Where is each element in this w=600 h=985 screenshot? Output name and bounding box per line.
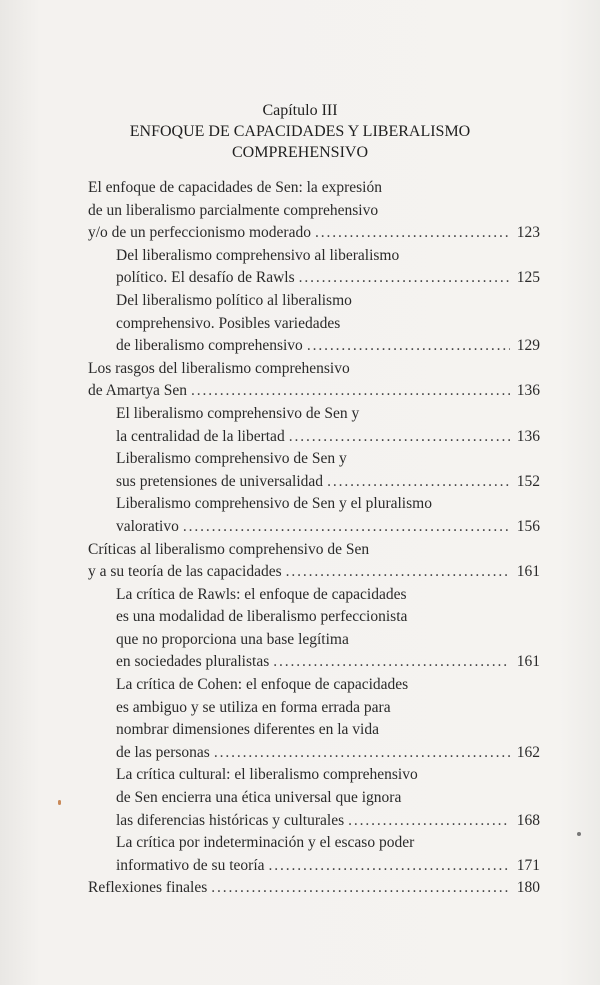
chapter-title-continued: COMPREHENSIVO [231, 144, 368, 161]
toc-entry-line: nombrar dimensiones diferentes en la vida [116, 721, 379, 739]
toc-section-entry[interactable] [88, 358, 540, 403]
toc-entry-line: las diferencias históricas y culturales [116, 811, 345, 829]
toc-entry-line: Los rasgos del liberalismo comprehensivo [88, 359, 350, 377]
chapter-title: ENFOQUE DE CAPACIDADES Y LIBERALISMO [129, 123, 471, 140]
dot-leader [214, 742, 510, 765]
toc-entry-line: es ambiguo y se utiliza en forma errada para [116, 698, 391, 716]
toc-subsection-entry[interactable] [88, 290, 540, 358]
paper-speck [577, 832, 581, 836]
page-number: 161 [516, 653, 540, 671]
page-number: 171 [516, 856, 540, 874]
toc-subsection-entry[interactable] [88, 764, 540, 832]
table-of-contents [88, 177, 540, 900]
dot-leader [289, 426, 510, 449]
toc-entry-line: Del liberalismo comprehensivo al liberalismo [116, 246, 400, 264]
toc-entry-line: Liberalismo comprehensivo de Sen y [116, 450, 347, 468]
toc-section-entry[interactable] [88, 877, 540, 900]
toc-entry-line: que no proporciona una base legítima [116, 630, 349, 648]
toc-entry-line: Del liberalismo político al liberalismo [116, 291, 352, 309]
page-number: 161 [516, 563, 540, 581]
dot-leader [191, 380, 510, 403]
page-number: 125 [516, 269, 540, 287]
toc-entry-line: comprehensivo. Posibles variedades [116, 314, 341, 332]
toc-subsection-entry[interactable] [88, 403, 540, 448]
toc-entry-line: sus pretensiones de universalidad [116, 472, 324, 490]
page-number: 168 [516, 811, 540, 829]
toc-entry-line: de las personas [116, 743, 210, 761]
page-number: 156 [516, 517, 540, 535]
dot-leader [211, 877, 510, 900]
toc-subsection-entry[interactable] [88, 832, 540, 877]
paper-speck [58, 800, 61, 805]
toc-subsection-entry[interactable] [88, 584, 540, 674]
toc-entry-line: es una modalidad de liberalismo perfeccionista [116, 608, 408, 626]
dot-leader [307, 335, 510, 358]
dot-leader [273, 651, 510, 674]
toc-entry-line: y a su teoría de las capacidades [88, 563, 282, 581]
toc-entry-line: La crítica de Rawls: el enfoque de capacidades [116, 585, 407, 603]
toc-section-entry[interactable] [88, 539, 540, 584]
page-number: 180 [516, 879, 540, 897]
toc-entry-line: El enfoque de capacidades de Sen: la expresión [88, 179, 382, 196]
toc-subsection-entry[interactable] [88, 245, 540, 290]
toc-entry-line: de Amartya Sen [88, 382, 188, 400]
toc-entry-line: La crítica de Cohen: el enfoque de capacidades [116, 676, 409, 694]
page-number: 152 [516, 472, 540, 490]
toc-entry-line: La crítica cultural: el liberalismo comprehensivo [116, 766, 418, 784]
dot-leader [299, 267, 510, 290]
toc-entry-line: político. El desafío de Rawls [116, 269, 295, 287]
toc-entry-line: valorativo [116, 517, 179, 535]
toc-entry-line: Reflexiones finales [88, 879, 208, 897]
toc-entry-line: de un liberalismo parcialmente comprehensivo [88, 201, 379, 219]
toc-entry-line: en sociedades pluralistas [116, 653, 270, 671]
toc-entry-line: La crítica por indeterminación y el escaso poder [116, 834, 415, 852]
page-number: 123 [516, 224, 540, 242]
toc-entry-line: Críticas al liberalismo comprehensivo de Sen [88, 540, 370, 558]
dot-leader [269, 855, 511, 878]
dot-leader [183, 516, 510, 539]
dot-leader [327, 471, 510, 494]
dot-leader [286, 561, 510, 584]
chapter-label: Capítulo III [262, 102, 338, 119]
page-number: 136 [516, 427, 540, 445]
page-number: 129 [516, 337, 540, 355]
dot-leader [348, 810, 510, 833]
toc-subsection-entry[interactable] [88, 448, 540, 493]
toc-entry-line: de liberalismo comprehensivo [116, 337, 303, 355]
dot-leader [315, 222, 510, 245]
toc-entry-line: Liberalismo comprehensivo de Sen y el pluralismo [116, 495, 432, 513]
page-number: 136 [516, 382, 540, 400]
toc-entry-line: la centralidad de la libertad [116, 427, 285, 445]
toc-entry-line: El liberalismo comprehensivo de Sen y [116, 404, 360, 422]
toc-subsection-entry[interactable] [88, 493, 540, 538]
toc-entry-line: y/o de un perfeccionismo moderado [88, 224, 311, 242]
toc-entry-line: informativo de su teoría [116, 856, 265, 874]
page-number: 162 [516, 743, 540, 761]
toc-entry-line: de Sen encierra una ética universal que ignora [116, 789, 402, 807]
toc-subsection-entry[interactable] [88, 674, 540, 764]
toc-section-entry[interactable] [88, 177, 540, 245]
